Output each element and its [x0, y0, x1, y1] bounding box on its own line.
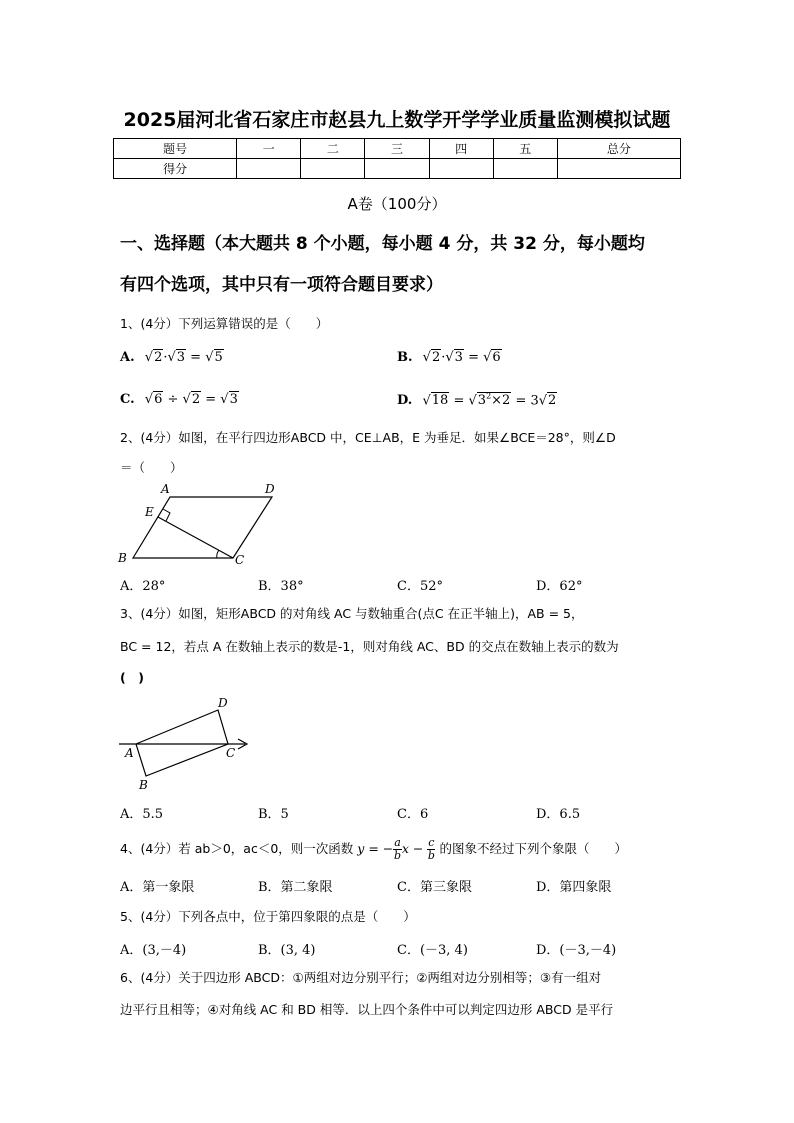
q3-label-d: D — [218, 696, 228, 710]
q3-option-d[interactable]: D．6.5 — [536, 807, 581, 822]
q4-option-a[interactable]: A．第一象限 — [120, 880, 195, 895]
q1-option-b-formula: √2·√3 = √6 — [422, 350, 501, 365]
q1-option-a[interactable] — [120, 350, 224, 365]
q5-stem: 5、(4分）下列各点中，位于第四象限的点是（ ） — [120, 909, 416, 924]
q2-label-d: D — [265, 482, 275, 496]
q3-option-c[interactable]: C．6 — [397, 807, 429, 822]
score-table-header-cell: 三 — [365, 139, 429, 159]
score-cell[interactable] — [237, 159, 301, 179]
q2-angle-mark — [217, 550, 219, 558]
q2-label-c: C — [235, 553, 245, 567]
q2-label-b: B — [118, 551, 127, 565]
page-title: 2025届河北省石家庄市赵县九上数学开学学业质量监测模拟试题 — [123, 109, 671, 131]
q3-stem-line3: ( ) — [120, 670, 144, 685]
q2-parallelogram-figure — [115, 480, 285, 572]
section-a-heading: A卷（100分） — [347, 195, 447, 213]
q1-option-d-label: D. — [397, 393, 413, 409]
q1-option-b[interactable] — [397, 350, 502, 365]
q2-option-a[interactable]: A．28° — [120, 579, 166, 594]
q3-stem-line2: BC = 12，若点 A 在数轴上表示的数是-1，则对角线 AC、BD 的交点在数轴上表示的数为 — [120, 639, 619, 654]
q3-label-b: B — [139, 778, 148, 792]
score-table-header-row — [114, 139, 681, 159]
score-cell[interactable] — [301, 159, 365, 179]
q1-option-d[interactable] — [397, 392, 557, 408]
score-table-header-cell: 一 — [237, 139, 301, 159]
q3-option-b[interactable]: B．5 — [258, 807, 289, 822]
score-cell[interactable] — [557, 159, 680, 179]
q2-option-d[interactable]: D．62° — [536, 579, 583, 594]
q1-option-a-label: A. — [120, 350, 135, 365]
q2-label-a: A — [161, 482, 170, 496]
q1-stem: 1、(4分）下列运算错误的是（ ） — [120, 316, 329, 331]
q4-stem-post: 的图象不经过下列个象限（ ） — [439, 841, 627, 856]
q2-option-c[interactable]: C．52° — [397, 579, 443, 594]
q2-stem-line1: 2、(4分）如图，在平行四边形ABCD 中，CE⊥AB，E 为垂足．如果∠BCE＝28°，则∠D — [120, 430, 616, 445]
score-row-label: 得分 — [114, 159, 237, 179]
score-table-score-row — [114, 159, 681, 179]
score-cell[interactable] — [493, 159, 557, 179]
q1-option-d-formula: $√18 = √3^2\times 2 = 3√2$ — [422, 392, 557, 409]
q3-rectangle — [136, 710, 228, 776]
score-table — [113, 138, 681, 179]
q3-rectangle-figure — [115, 693, 260, 793]
section-one-heading-line1: 一、选择题（本大题共 8 个小题，每小题 4 分，共 32 分，每小题均 — [120, 234, 645, 254]
score-table-header-cell: 题号 — [114, 139, 237, 159]
q4-stem-pre: 4、(4分）若 ab＞0，ac＜0，则一次函数 — [120, 841, 354, 856]
q2-right-angle-mark — [163, 509, 170, 521]
score-cell[interactable] — [429, 159, 493, 179]
q5-option-d[interactable]: D．(－3,－4) — [536, 943, 617, 958]
q1-option-c-formula: √6 ÷ √2 = √3 — [144, 392, 238, 407]
q3-option-a[interactable]: A．5.5 — [120, 807, 164, 822]
q5-option-b[interactable]: B．(3, 4) — [258, 943, 316, 958]
score-table-header-cell: 总分 — [557, 139, 680, 159]
q5-option-a[interactable]: A．(3,－4) — [120, 943, 187, 958]
q1-option-c[interactable] — [120, 392, 239, 407]
q6-stem-line1: 6、(4分）关于四边形 ABCD：①两组对边分别平行；②两组对边分别相等；③有一组对 — [120, 970, 602, 985]
q4-stem — [120, 836, 680, 862]
section-one-heading-line2: 有四个选项，其中只有一项符合题目要求） — [120, 275, 443, 295]
q2-option-b[interactable]: B．38° — [258, 579, 304, 594]
q3-label-c: C — [226, 746, 236, 760]
q3-label-a: A — [125, 746, 134, 760]
q4-option-d[interactable]: D．第四象限 — [536, 880, 612, 895]
score-cell[interactable] — [365, 159, 429, 179]
q1-option-a-formula: √2·√3 = √5 — [144, 350, 223, 365]
q4-function-formula: y = − $\frac{a}{b}$ x − $\frac{c}{b}$ — [357, 836, 435, 862]
q4-option-b[interactable]: B．第二象限 — [258, 880, 333, 895]
q1-option-b-label: B. — [397, 350, 413, 365]
score-table-header-cell: 二 — [301, 139, 365, 159]
q3-stem-line1: 3、(4分）如图，矩形ABCD 的对角线 AC 与数轴重合(点C 在正半轴上)，AB = 5， — [120, 606, 584, 621]
score-table-header-cell: 五 — [493, 139, 557, 159]
q6-stem-line2: 边平行且相等；④对角线 AC 和 BD 相等．以上四个条件中可以判定四边形 ABCD 是平行 — [120, 1002, 614, 1017]
q2-parallelogram — [133, 497, 272, 558]
q2-stem-line2: ＝（ ） — [120, 460, 183, 475]
q1-option-c-label: C. — [120, 392, 135, 407]
q5-option-c[interactable]: C．(－3, 4) — [397, 943, 468, 958]
q4-option-c[interactable]: C．第三象限 — [397, 880, 472, 895]
score-table-header-cell: 四 — [429, 139, 493, 159]
q2-label-e: E — [145, 505, 154, 519]
q2-segment-ce — [158, 517, 233, 558]
